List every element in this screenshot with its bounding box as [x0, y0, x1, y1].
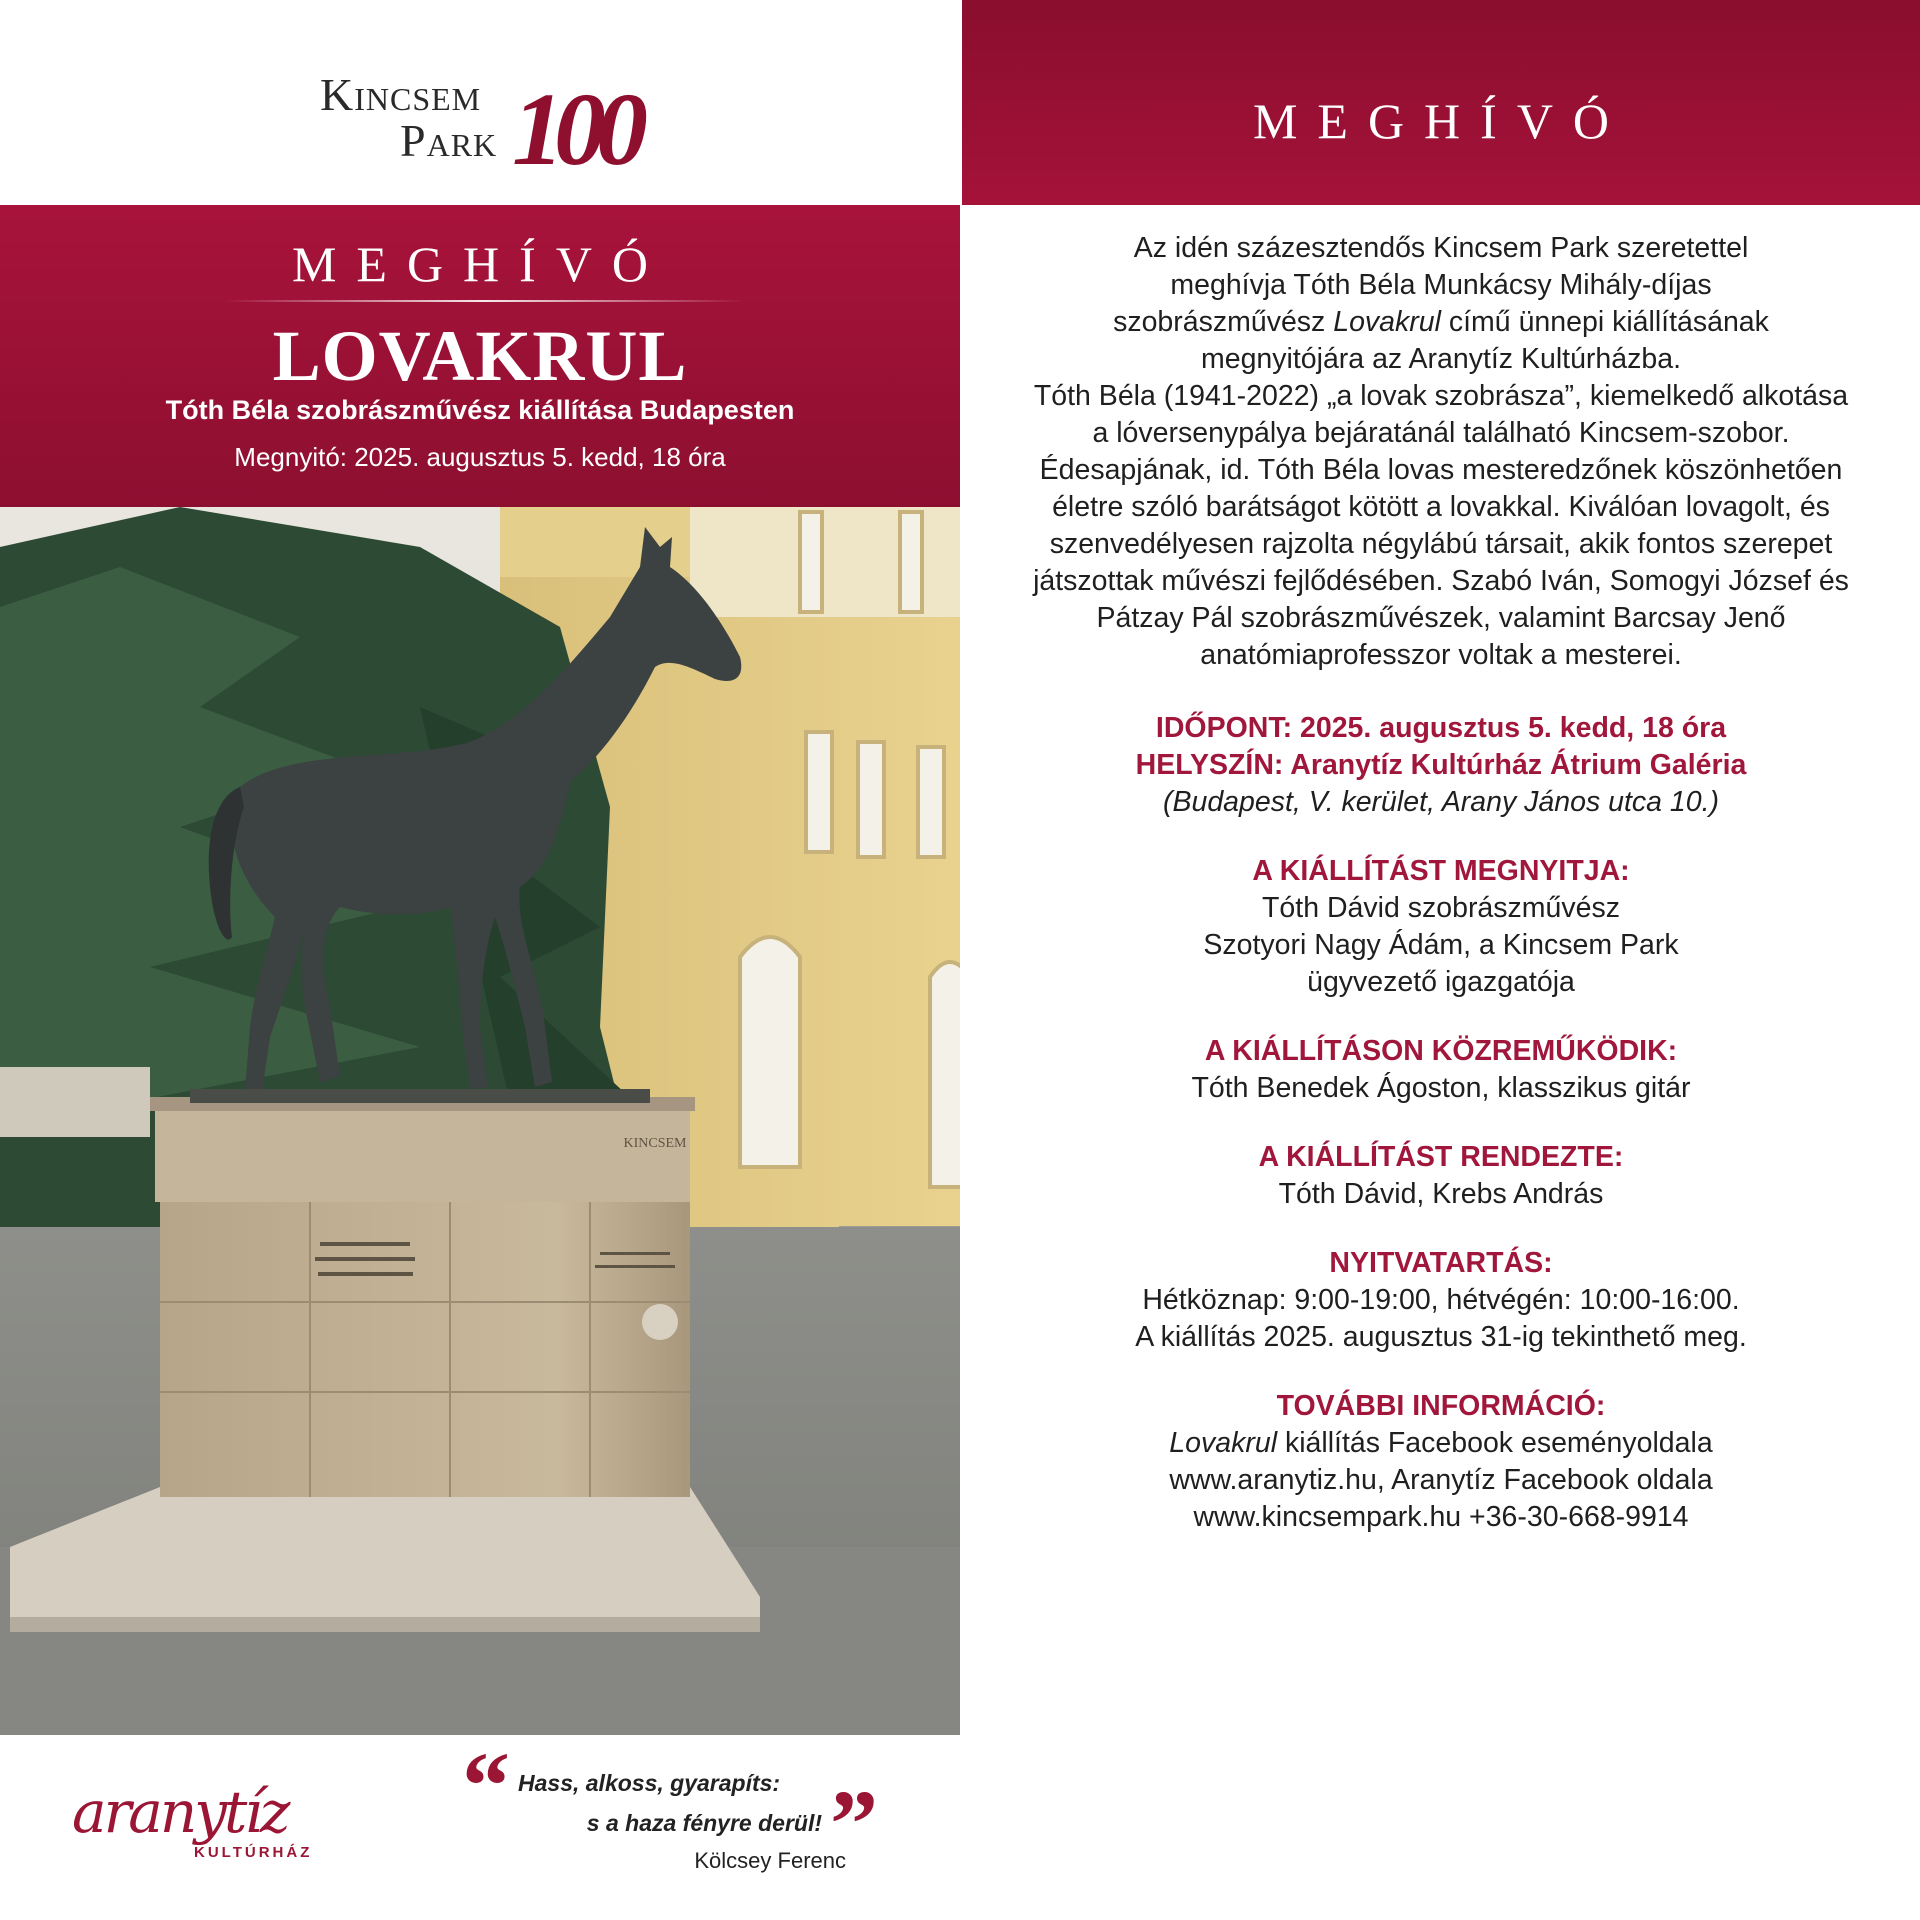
- opening-date: Megnyitó: 2025. augusztus 5. kedd, 18 óra: [234, 442, 726, 472]
- opener-heading: A KIÁLLÍTÁST MEGNYITJA:: [1252, 855, 1630, 887]
- opener-line-3: ügyvezető igazgatója: [1307, 966, 1575, 998]
- organizer-line-1: Tóth Dávid, Krebs András: [1278, 1178, 1604, 1210]
- aranytiz-logo-script: aranytíz: [72, 1778, 288, 1846]
- balustrade-shape: [0, 1067, 150, 1137]
- intro-text: [962, 230, 1920, 674]
- opener-line-2: Szotyori Nagy Ádám, a Kincsem Park: [1203, 929, 1679, 961]
- hours-section: [962, 1245, 1920, 1356]
- info-line-1-title: Lovakrul: [1169, 1427, 1278, 1459]
- invitation-body: [962, 230, 1920, 1536]
- organizer-heading: A KIÁLLÍTÁST RENDEZTE:: [1258, 1141, 1624, 1173]
- aranytiz-logo-subtitle: KULTÚRHÁZ: [194, 1844, 313, 1861]
- event-address: (Budapest, V. kerület, Arany János utca 10.): [1162, 786, 1720, 818]
- hours-heading: NYITVATARTÁS:: [1329, 1247, 1553, 1279]
- right-invitation-heading: MEGHÍVÓ: [1252, 93, 1630, 149]
- intro-p1-title: Lovakrul: [1333, 306, 1441, 338]
- quote-open-icon: “: [462, 1732, 510, 1839]
- quote-author: Kölcsey Ferenc: [694, 1848, 846, 1873]
- quote-line-2: s a haza fényre derül!: [586, 1810, 822, 1836]
- intro-p1-rest: című ünnepi kiállításának megnyitójára az Aranytíz Kultúrházba.: [1200, 306, 1769, 375]
- left-invitation-heading: MEGHÍVÓ: [291, 236, 669, 292]
- statue-illustration: [0, 507, 960, 1735]
- info-line-3[interactable]: www.kincsempark.hu +36-30-668-9914: [1193, 1501, 1689, 1533]
- right-header-banner: [962, 0, 1920, 205]
- performer-section: [962, 1033, 1920, 1107]
- performer-heading: A KIÁLLÍTÁSON KÖZREMŰKÖDIK:: [1204, 1035, 1678, 1067]
- flower-bouquet: [642, 1304, 678, 1340]
- info-line-1: [962, 1425, 1920, 1462]
- exhibition-title: LOVAKRUL: [272, 316, 688, 396]
- info-line-1-rest: kiállítás Facebook eseményoldala: [1277, 1427, 1713, 1459]
- logo-kincsem-text: Kincsem: [320, 69, 482, 120]
- organizer-section: [962, 1139, 1920, 1213]
- info-section: [962, 1388, 1920, 1536]
- intro-p1-start: Az idén százesztendős Kincsem Park szeretettel meghívja Tóth Béla Munkácsy Mihály-díjas szobrászművész: [1113, 232, 1749, 338]
- intro-paragraph-2: Tóth Béla (1941-2022) „a lovak szobrásza”, kiemelkedő alkotása a lóversenypálya bejáratánál található Kincsem-szobor. Édesapjának, id. Tóth Béla lovas mesteredzőnek köszönhetően életre szóló barátságot kötött a lovakkal. Kiválóan lovagolt, és szenvedélyesen rajzolta négylábú társait, akik fontos szerepet játszottak művészi fejlődésében. Szabó Iván, Somogyi József és Pátzay Pál szobrászművészek, valamint Barcsay Jenő anatómiaprofesszor voltak a mesterei.: [1033, 380, 1849, 671]
- intro-paragraph-1: [962, 230, 1920, 378]
- event-place: HELYSZÍN: Aranytíz Kultúrház Átrium Galéria: [1135, 749, 1747, 781]
- info-heading: TOVÁBBI INFORMÁCIÓ:: [1276, 1390, 1606, 1422]
- opener-line-1: Tóth Dávid szobrászművész: [1262, 892, 1620, 924]
- aranytiz-logo: [72, 1770, 342, 1880]
- statue-base-plate: [190, 1089, 650, 1103]
- plinth-top-shape: [155, 1102, 690, 1202]
- hours-line-2: A kiállítás 2025. augusztus 31-ig tekinthető meg.: [1135, 1321, 1747, 1353]
- exhibition-subtitle: Tóth Béla szobrászművész kiállítása Budapesten: [165, 395, 795, 425]
- quote-line-1: Hass, alkoss, gyarapíts:: [518, 1770, 781, 1796]
- kolcsey-quote: [460, 1732, 890, 1888]
- quote-close-icon: ”: [830, 1770, 878, 1877]
- info-line-2[interactable]: www.aranytiz.hu, Aranytíz Facebook oldala: [1169, 1464, 1713, 1496]
- banner-divider: [222, 300, 746, 302]
- logo-park-text: Park: [400, 115, 498, 166]
- plinth-name-text: KINCSEM: [623, 1136, 687, 1151]
- kincsem-park-100-logo: [300, 62, 660, 187]
- opener-section: [962, 853, 1920, 1001]
- logo-100-text: 100: [512, 72, 638, 187]
- plinth-base-shape: [10, 1487, 760, 1617]
- kincsem-statue-photo: [0, 507, 960, 1735]
- event-time: IDŐPONT: 2025. augusztus 5. kedd, 18 óra: [1155, 712, 1727, 744]
- hours-line-1: Hétköznap: 9:00-19:00, hétvégén: 10:00-16:00.: [1142, 1284, 1740, 1316]
- left-title-banner: [0, 205, 960, 507]
- performer-line-1: Tóth Benedek Ágoston, klasszikus gitár: [1191, 1072, 1691, 1104]
- event-details: [962, 710, 1920, 821]
- plinth-body-shape: [160, 1197, 690, 1497]
